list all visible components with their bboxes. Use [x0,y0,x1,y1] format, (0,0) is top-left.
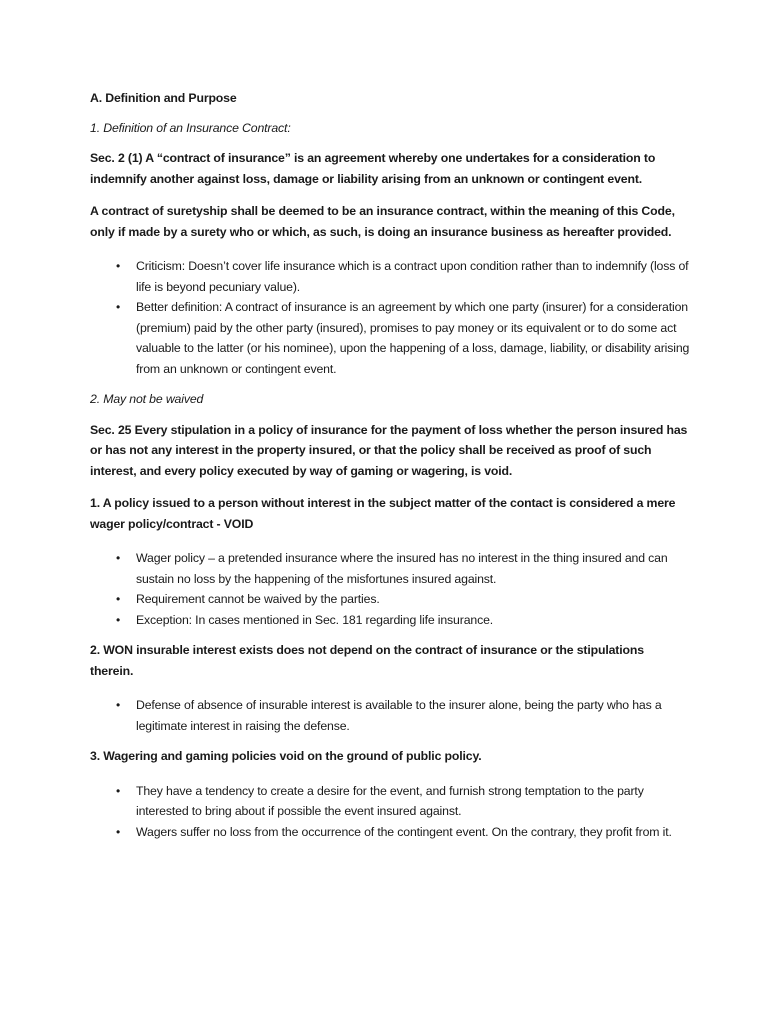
wager-bullet-list [90,548,690,630]
list-item [90,781,690,822]
subheading-definition: 1. Definition of an Insurance Contract: [90,120,291,135]
list-item-text: Wagers suffer no loss from the occurrence of the contingent event. On the contrary, they profit from it. [136,824,672,839]
list-item-text: They have a tendency to create a desire for the event, and furnish strong temptation to the party interested to bring about if possible the event insured against. [136,783,644,818]
list-item-text: Exception: In cases mentioned in Sec. 181 regarding life insurance. [136,612,494,627]
bullet-icon: • [116,783,121,798]
list-item [90,589,690,610]
list-item [90,695,690,736]
bullet-icon: • [116,300,121,314]
insurable-interest-bullet-list [90,695,690,736]
bullet-icon: • [116,259,121,273]
subheading-waiver: 2. May not be waived [90,392,204,406]
definition-bullet-list [90,256,690,379]
list-item [90,256,690,297]
list-item-text: Criticism: Doesn’t cover life insurance which is a contract upon condition rather than to indemnify (loss of life is beyond pecuniary value). [136,259,689,294]
list-item [90,822,690,843]
list-item-text: Wager policy – a pretended insurance where the insured has no interest in the thing insured and can sustain no loss by the happening of the misfortunes insured against. [136,551,668,586]
list-item [90,610,690,631]
list-item-text: Defense of absence of insurable interest is available to the insurer alone, being the party who has a legitimate interest in raising the defense. [136,698,662,733]
sec25-paragraph: Sec. 25 Every stipulation in a policy of insurance for the payment of loss whether the person insured has or has not any interest in the property insured, or that the policy shall be received as proof of such interest, and every policy executed by way of gaming or wagering, is void. [90,422,688,478]
point-1: 1. A policy issued to a person without interest in the subject matter of the contact is considered a mere wager policy/contract - VOID [90,496,676,531]
bullet-icon: • [116,824,121,839]
sec2-paragraph: Sec. 2 (1) A “contract of insurance” is an agreement whereby one undertakes for a consideration to indemnify another against loss, damage or liability arising from an unknown or contingent event. [90,151,656,186]
bullet-icon: • [116,698,121,712]
point-3: 3. Wagering and gaming policies void on the ground of public policy. [90,749,482,763]
list-item [90,297,690,379]
bullet-icon: • [116,592,121,606]
point-2: 2. WON insurable interest exists does not depend on the contract of insurance or the stipulations therein. [90,643,644,678]
section-heading: A. Definition and Purpose [90,91,237,105]
suretyship-paragraph: A contract of suretyship shall be deemed to be an insurance contract, within the meaning of this Code, only if made by a surety who or which, as such, is doing an insurance business as hereafter provided. [90,204,675,239]
public-policy-bullet-list [90,781,690,843]
bullet-icon: • [116,612,121,627]
document-page [90,88,690,852]
list-item-text: Requirement cannot be waived by the parties. [136,592,380,606]
list-item-text: Better definition: A contract of insurance is an agreement by which one party (insurer) for a consideration (premium) paid by the other party (insured), promises to pay money or its equivalent or to do some act valuable to the latter (or his nominee), upon the happening of a loss, damage, liability, or disability arising from an unknown or contingent event. [136,300,690,376]
bullet-icon: • [116,551,121,565]
list-item [90,548,690,589]
